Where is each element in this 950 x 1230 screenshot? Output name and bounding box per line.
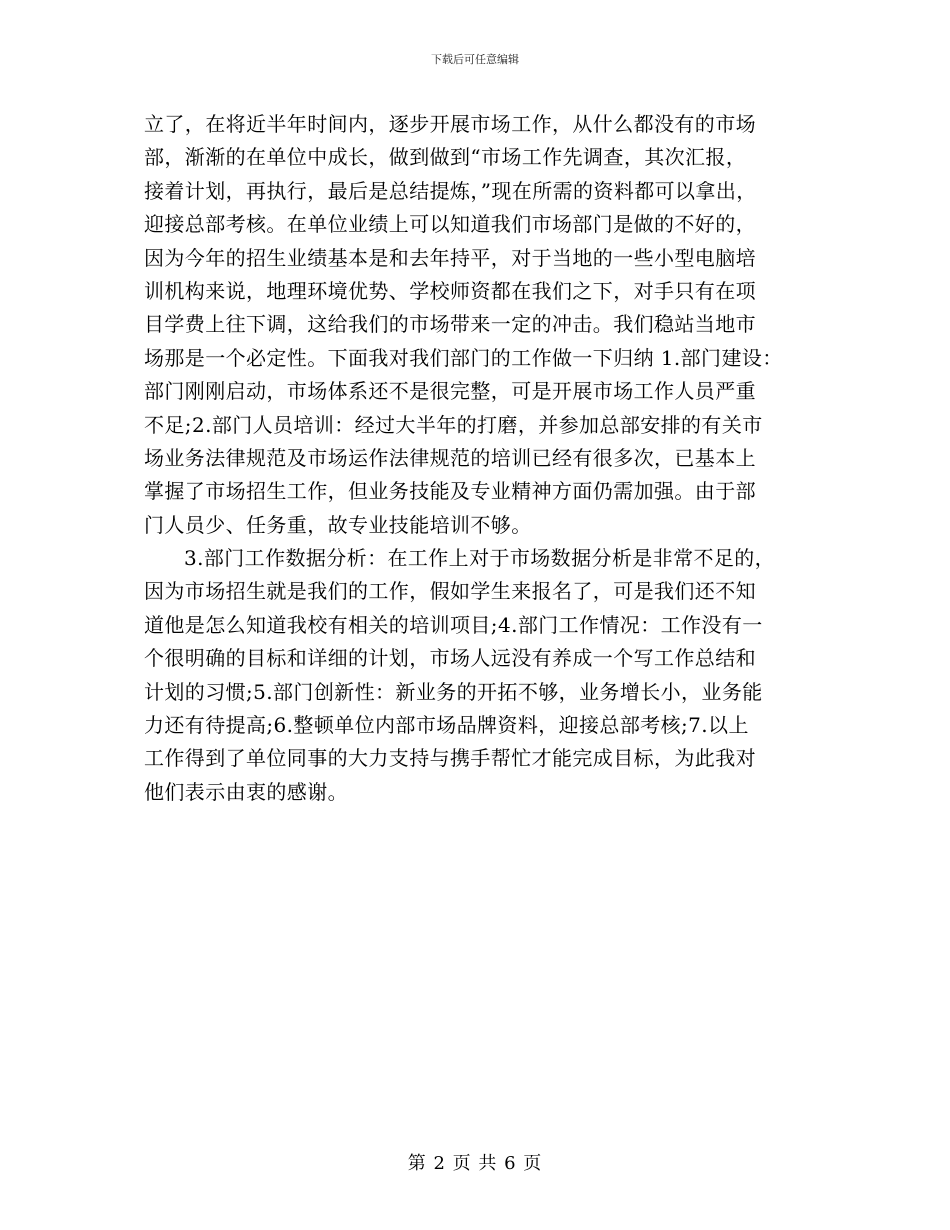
page-number-footer: 第 2 页 共 6 页 [407,1153,543,1174]
body-line: 道他是怎么知道我校有相关的培训项目;4.部门工作情况：工作没有一 [144,612,763,637]
body-line: 工作得到了单位同事的大力支持与携手帮忙才能完成目标，为此我对 [144,746,756,771]
body-line: 不足;2.部门人员培训：经过大半年的打磨，并参加总部安排的有关市 [144,412,763,437]
body-line: 个很明确的目标和详细的计划，市场人远没有养成一个写工作总结和 [144,646,756,671]
body-line: 场那是一个必定性。下面我对我们部门的工作做一下归纳 1.部门建设： [144,345,783,370]
body-line: 因为市场招生就是我们的工作，假如学生来报名了，可是我们还不知 [144,579,756,604]
body-line: 立了，在将近半年时间内，逐步开展市场工作，从什么都没有的市场 [144,112,756,136]
page-header: 下载后可任意编辑 [431,53,519,66]
body-line: 场业务法律规范及市场运作法律规范的培训已经有很多次，已基本上 [144,445,756,470]
body-line: 接着计划，再执行，最后是总结提炼，”现在所需的资料都可以拿出， [144,178,757,203]
body-line: 部门刚刚启动，市场体系还不是很完整，可是开展市场工作人员严重 [144,379,756,404]
body-line: 迎接总部考核。在单位业绩上可以知道我们市场部门是做的不好的， [144,212,756,237]
body-line: 训机构来说，地理环境优势、学校师资都在我们之下，对手只有在项 [144,278,756,303]
body-line: 门人员少、任务重，故专业技能培训不够。 [144,512,532,537]
body-line: 因为今年的招生业绩基本是和去年持平，对于当地的一些小型电脑培 [144,245,756,270]
document-body [144,108,808,809]
body-line: 部，渐渐的在单位中成长，做到做到“市场工作先调查，其次汇报， [144,145,747,170]
body-line: 他们表示由衷的感谢。 [144,779,348,804]
body-line: 力还有待提高;6.整顿单位内部市场品牌资料，迎接总部考核;7.以上 [144,713,749,738]
body-line: 目学费上往下调，这给我们的市场带来一定的冲击。我们稳站当地市 [144,312,756,337]
body-line: 计划的习惯;5.部门创新性：新业务的开拓不够，业务增长小，业务能 [144,679,763,704]
body-line: 掌握了市场招生工作，但业务技能及专业精神方面仍需加强。由于部 [144,479,756,504]
paragraph-start-line: 3.部门工作数据分析：在工作上对于市场数据分析是非常不足的， [184,546,776,571]
